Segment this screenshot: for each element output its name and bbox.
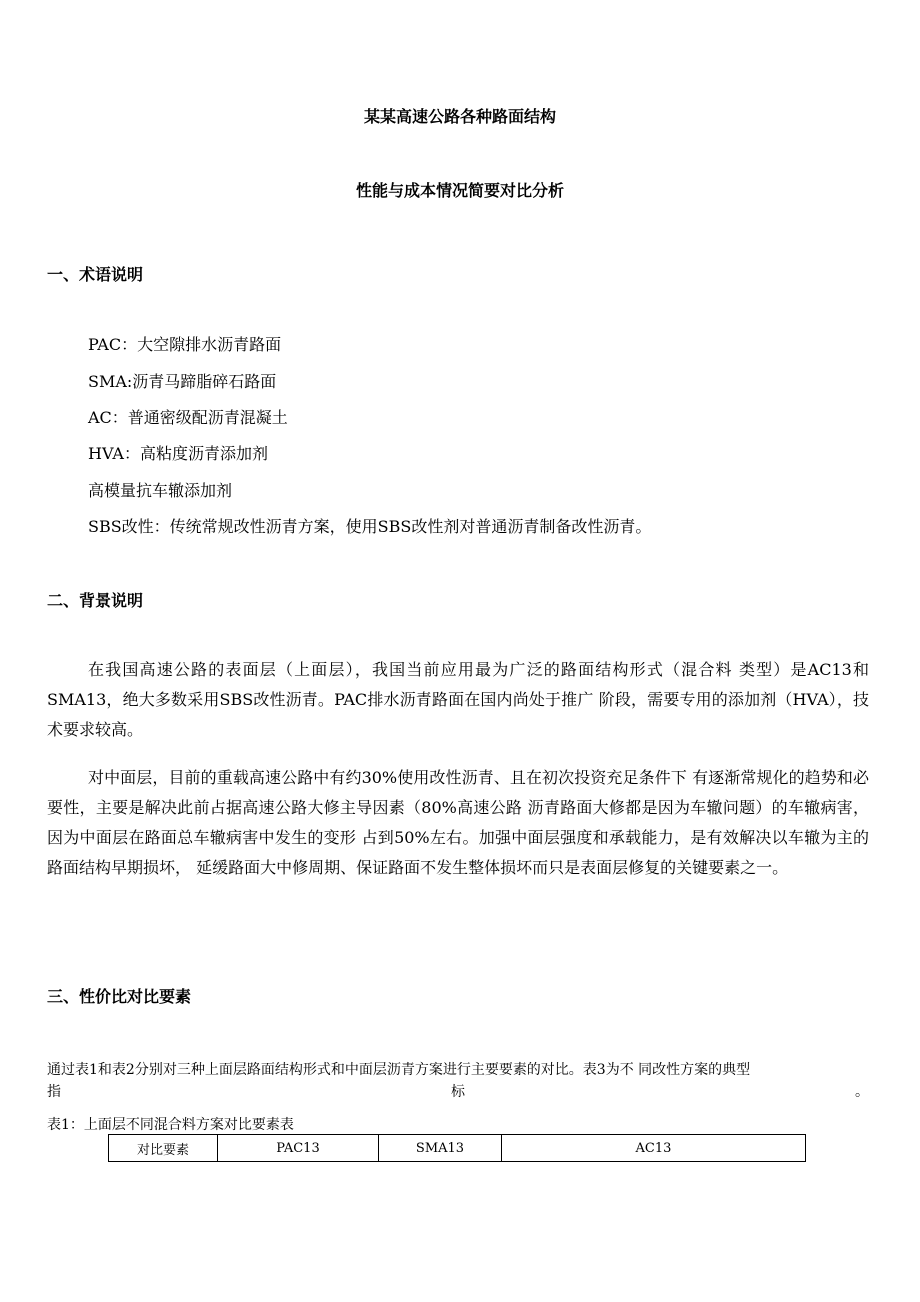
intro-fragment-a: 指 bbox=[47, 1084, 61, 1100]
table1 bbox=[108, 1134, 806, 1162]
section2-heading: 二、背景说明 bbox=[47, 591, 144, 610]
term-sbs: SBS改性：传统常规改性沥青方案，使用SBS改性剂对普通沥青制备改性沥青。 bbox=[88, 517, 652, 536]
table-header-row bbox=[109, 1135, 806, 1162]
intro-fragment-c: 。 bbox=[855, 1084, 869, 1100]
comparison-intro bbox=[47, 1059, 869, 1103]
section1-heading: 一、术语说明 bbox=[47, 265, 144, 284]
intro-fragment-b: 标 bbox=[451, 1084, 465, 1100]
term-sma: SMA:沥青马蹄脂碎石路面 bbox=[88, 372, 277, 391]
comparison-intro-line1: 通过表1和表2分别对三种上面层路面结构形式和中面层沥青方案进行主要要素的对比。表3为不 同改性方案的典型 bbox=[47, 1062, 751, 1078]
background-paragraph-1: 在我国高速公路的表面层（上面层），我国当前应用最为广泛的路面结构形式（混合料 类型）是AC13和SMA13，绝大多数采用SBS改性沥青。PAC排水沥青路面在国内尚处于推广 阶段，需要专用的添加剂（HVA），技术要求较高。 bbox=[47, 660, 869, 739]
doc-title-line2: 性能与成本情况简要对比分析 bbox=[355, 181, 564, 200]
section3-heading: 三、性价比对比要素 bbox=[47, 987, 192, 1006]
background-paragraph-2: 对中面层，目前的重载高速公路中有约30%使用改性沥青、且在初次投资充足条件下 有逐渐常规化的趋势和必要性，主要是解决此前占据高速公路大修主导因素（80%高速公路 沥青路面大修都是因为车辙问题）的车辙病害，因为中面层在路面总车辙病害中发生的变形 占到50%左右。加强中面层强度和承载能力，是有效解决以车辙为主的路面结构早期损坏， 延缓路面大中修周期、保证路面不发生整体损坏而只是表面层修复的关键要素之一。 bbox=[47, 768, 869, 877]
term-ac: AC：普通密级配沥青混凝土 bbox=[88, 408, 288, 427]
table1-caption: 表1：上面层不同混合料方案对比要素表 bbox=[47, 1117, 294, 1133]
comparison-intro-line2 bbox=[47, 1081, 869, 1103]
term-hva: HVA：高粘度沥青添加剂 bbox=[88, 444, 268, 463]
table-header-cell: PAC13 bbox=[218, 1135, 379, 1162]
term-high-modulus: 高模量抗车辙添加剂 bbox=[88, 481, 233, 500]
table-header-cell: 对比要素 bbox=[109, 1135, 218, 1162]
term-pac: PAC：大空隙排水沥青路面 bbox=[88, 335, 282, 354]
table-header-cell: SMA13 bbox=[379, 1135, 502, 1162]
doc-title-line1: 某某高速公路各种路面结构 bbox=[363, 107, 556, 126]
table-header-cell: AC13 bbox=[502, 1135, 806, 1162]
